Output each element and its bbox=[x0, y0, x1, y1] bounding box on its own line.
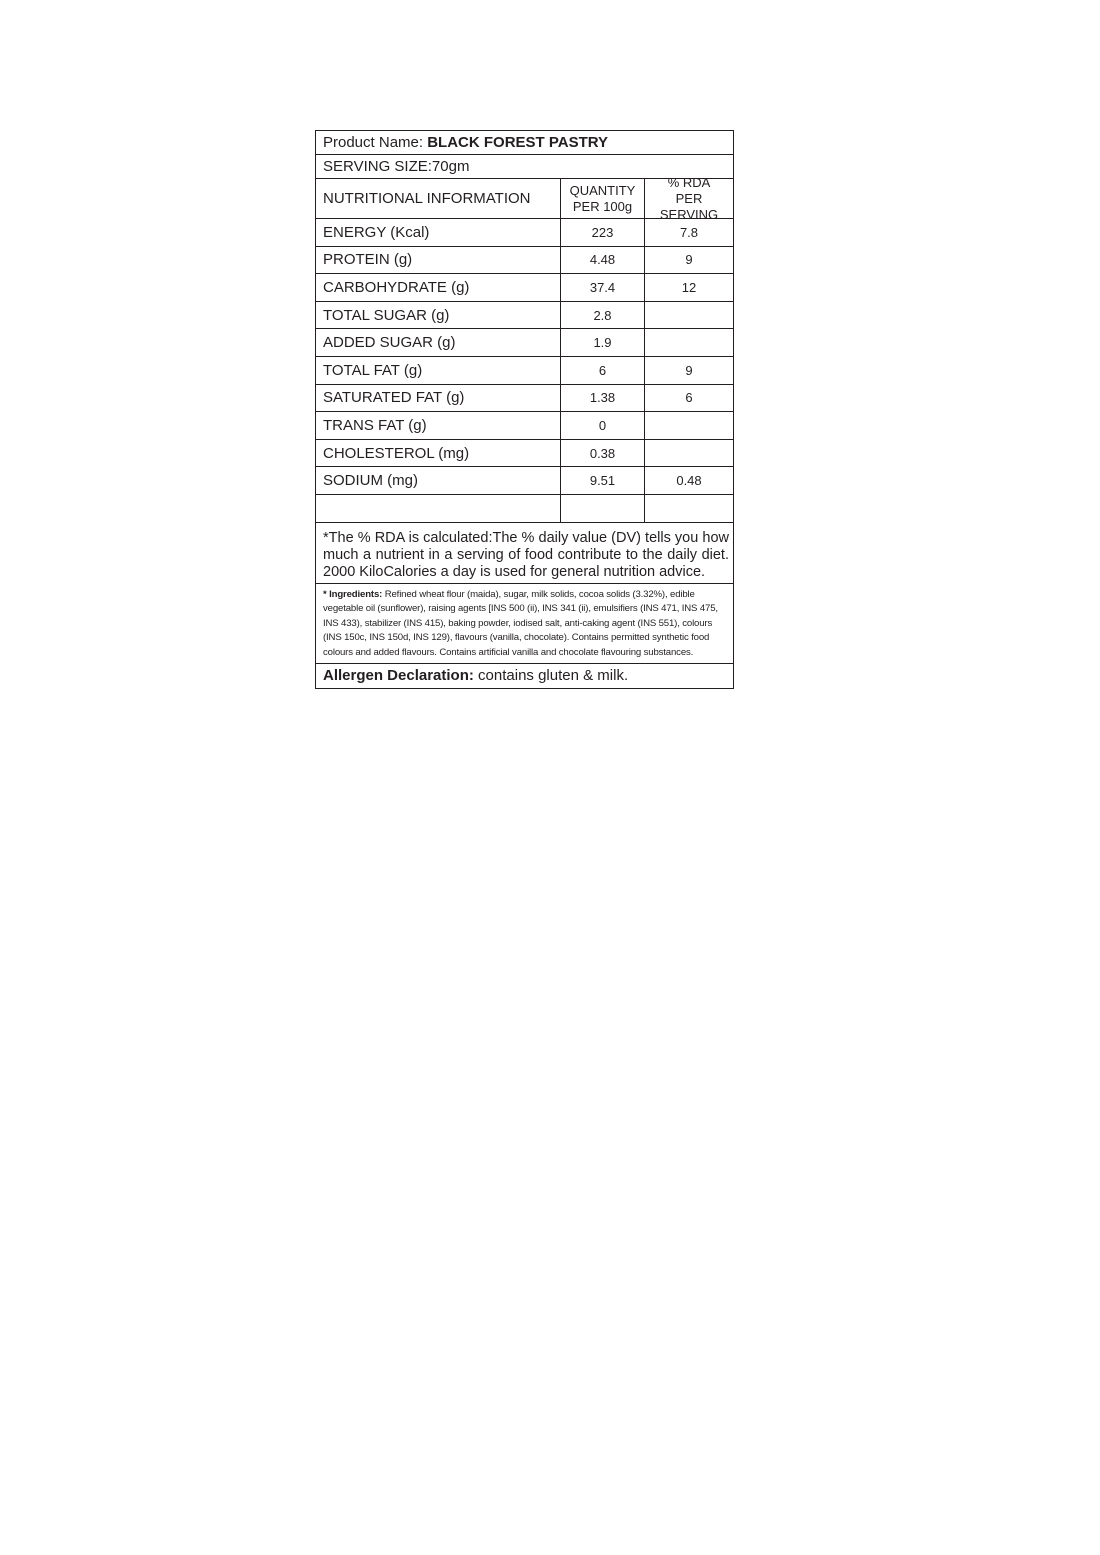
nutrient-rda: 6 bbox=[685, 390, 693, 406]
serving-size: SERVING SIZE:70gm bbox=[323, 158, 470, 175]
nutrient-name: CHOLESTEROL (mg) bbox=[316, 440, 561, 467]
nutrient-rda bbox=[645, 329, 733, 356]
nutrient-rda bbox=[645, 412, 733, 439]
product-name-label: Product Name: bbox=[323, 134, 424, 151]
header-quantity: QUANTITY PER 100g bbox=[561, 179, 645, 218]
nutrient-quantity: 37.4 bbox=[561, 274, 645, 301]
nutrient-name: TOTAL SUGAR (g) bbox=[316, 302, 561, 329]
table-row bbox=[316, 357, 733, 385]
table-row bbox=[316, 440, 733, 468]
rda-note: *The % RDA is calculated:The % daily value (DV) tells you how much a nutrient in a serving of food contribute to the daily diet. 2000 KiloCalories a day is used for general nutrition advice. bbox=[316, 523, 733, 584]
nutrient-name: TOTAL FAT (g) bbox=[316, 357, 561, 384]
nutrient-name: SATURATED FAT (g) bbox=[316, 385, 561, 412]
table-row bbox=[316, 467, 733, 495]
ingredients-block bbox=[316, 584, 733, 665]
nutrient-name: PROTEIN (g) bbox=[316, 247, 561, 274]
nutrient-rda: 7.8 bbox=[679, 224, 699, 240]
nutrient-rda: 9 bbox=[685, 252, 693, 268]
nutrient-name: TRANS FAT (g) bbox=[316, 412, 561, 439]
nutrient-name: SODIUM (mg) bbox=[316, 467, 561, 494]
nutrient-quantity: 9.51 bbox=[561, 467, 645, 494]
table-row-empty bbox=[316, 495, 733, 523]
ingredients-label: * Ingredients: bbox=[323, 588, 383, 600]
allergen-declaration bbox=[316, 664, 733, 688]
nutrient-rda: 9 bbox=[685, 362, 693, 378]
table-row bbox=[316, 412, 733, 440]
table-row bbox=[316, 329, 733, 357]
nutrient-name: ADDED SUGAR (g) bbox=[316, 329, 561, 356]
table-row bbox=[316, 247, 733, 275]
nutrient-quantity: 0 bbox=[561, 412, 645, 439]
nutrient-rows bbox=[316, 219, 733, 523]
nutrient-rda bbox=[645, 302, 733, 329]
nutrient-quantity bbox=[561, 495, 645, 522]
table-row bbox=[316, 219, 733, 247]
allergen-label: Allergen Declaration: bbox=[323, 667, 474, 685]
nutrient-rda: 12 bbox=[681, 279, 697, 295]
product-name-row bbox=[316, 131, 733, 155]
nutrient-quantity: 1.38 bbox=[561, 385, 645, 412]
table-header bbox=[316, 174, 733, 222]
header-nutrient: NUTRITIONAL INFORMATION bbox=[316, 179, 561, 218]
nutrient-rda: 0.48 bbox=[676, 473, 702, 489]
nutrition-label bbox=[315, 130, 734, 689]
nutrient-quantity: 0.38 bbox=[561, 440, 645, 467]
nutrient-rda bbox=[645, 440, 733, 467]
nutrient-name bbox=[316, 495, 561, 522]
nutrient-quantity: 6 bbox=[561, 357, 645, 384]
table-row bbox=[316, 274, 733, 302]
nutrient-name: ENERGY (Kcal) bbox=[316, 219, 561, 246]
product-name-value: BLACK FOREST PASTRY bbox=[427, 134, 609, 151]
nutrient-rda bbox=[645, 495, 733, 522]
nutrient-quantity: 1.9 bbox=[561, 329, 645, 356]
allergen-text: contains gluten & milk. bbox=[478, 667, 629, 685]
table-row bbox=[316, 385, 733, 413]
header-rda: % RDA PER SERVING bbox=[659, 174, 719, 222]
nutrient-quantity: 4.48 bbox=[561, 247, 645, 274]
nutrient-quantity: 223 bbox=[561, 219, 645, 246]
nutrient-quantity: 2.8 bbox=[561, 302, 645, 329]
nutrient-name: CARBOHYDRATE (g) bbox=[316, 274, 561, 301]
table-row bbox=[316, 302, 733, 330]
ingredients-text: Refined wheat flour (maida), sugar, milk solids, cocoa solids (3.32%), edible vegetable oil (sunflower), raising agents [INS 500 (ii), INS 341 (ii), emulsifiers (INS 471, INS 475, INS 433), stabilizer (INS 415), baking powder, iodised salt, anti-caking agent (INS 551), colours (INS 150c, INS 150d, INS 129), flavours (vanilla, chocolate). Contains permitted synthetic food colours and added flavours. Contains artificial vanilla and chocolate flavouring substances. bbox=[323, 588, 718, 658]
